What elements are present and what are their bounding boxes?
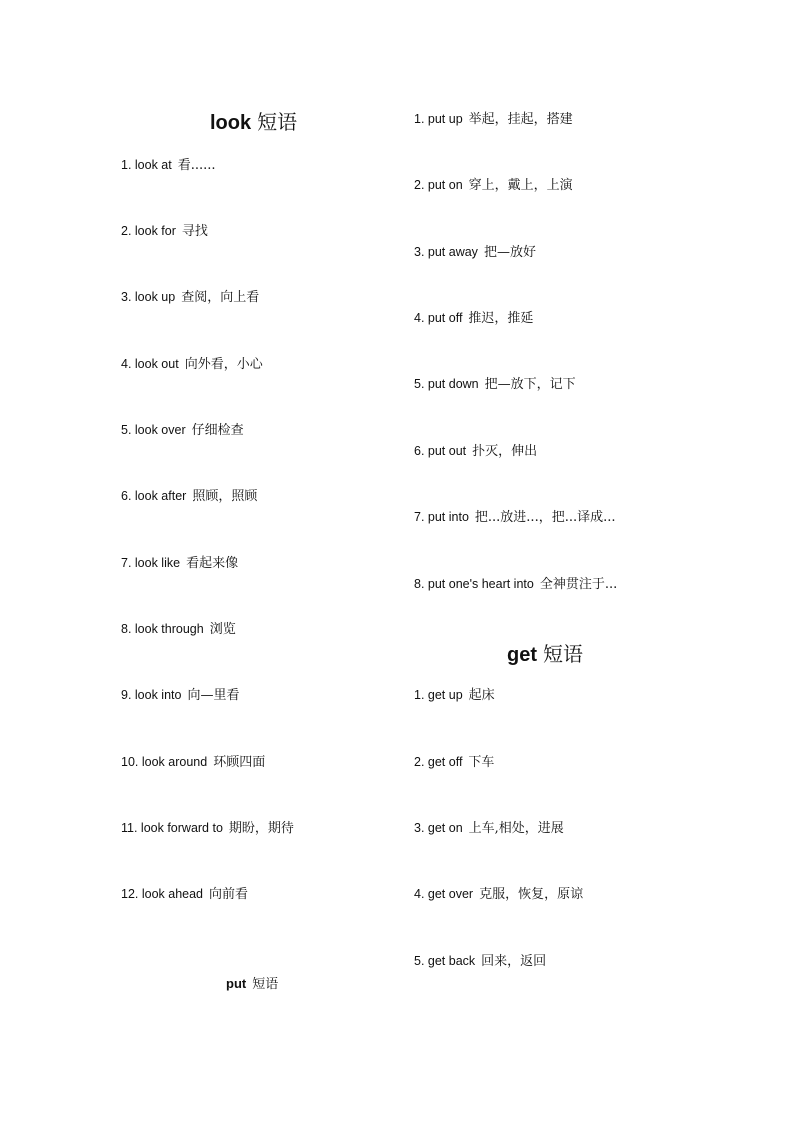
phrase-en: 12. look ahead: [121, 887, 204, 901]
phrase-en: 2. look for: [121, 224, 176, 238]
phrase-en: 5. put down: [414, 377, 479, 391]
put-item: [414, 310, 533, 327]
phrase-en: 9. look into: [121, 688, 182, 702]
phrase-en: 1. get up: [414, 688, 463, 702]
get-title-zh: 短语: [543, 642, 583, 666]
look-item: [121, 422, 244, 439]
phrase-zh: 全神贯注于...: [539, 577, 618, 592]
phrase-en: 11. look forward to: [121, 821, 223, 835]
phrase-zh: 仔细检查: [191, 423, 244, 438]
phrase-zh: 寻找: [181, 224, 208, 239]
put-title-zh: 短语: [252, 977, 279, 992]
phrase-zh: 看......: [177, 158, 216, 173]
phrase-zh: 推迟，推延: [468, 311, 534, 326]
look-item: [121, 754, 265, 771]
get-item: [414, 820, 564, 837]
phrase-en: 6. put out: [414, 444, 467, 458]
phrase-en: 8. put one's heart into: [414, 577, 534, 591]
phrase-zh: 把...放进...，把...译成...: [474, 510, 616, 525]
look-title-en: look: [210, 112, 252, 134]
phrase-zh: 起床: [468, 688, 495, 703]
put-item: [414, 376, 576, 393]
phrase-en: 8. look through: [121, 622, 204, 636]
put-item: [414, 443, 537, 460]
put-item: [414, 111, 573, 128]
look-item: [121, 555, 238, 572]
look-item: [121, 289, 259, 306]
phrase-en: 5. look over: [121, 423, 186, 437]
phrase-en: 4. look out: [121, 357, 179, 371]
put-item: [414, 576, 617, 593]
phrase-zh: 穿上，戴上，上演: [468, 178, 573, 193]
phrase-zh: 看起来像: [186, 556, 239, 571]
phrase-zh: 举起，挂起，搭建: [468, 112, 573, 127]
put-item: [414, 244, 536, 261]
look-item: [121, 820, 294, 837]
phrase-zh: 查阅，向上看: [181, 290, 260, 305]
phrase-en: 6. look after: [121, 489, 187, 503]
phrase-zh: 向外看，小心: [184, 357, 263, 372]
phrase-zh: 期盼，期待: [228, 821, 294, 836]
phrase-en: 4. get over: [414, 887, 474, 901]
phrase-en: 3. put away: [414, 245, 478, 259]
look-item: [121, 223, 208, 240]
phrase-en: 3. get on: [414, 821, 463, 835]
put-item: [414, 509, 616, 526]
put-item: [414, 177, 573, 194]
phrase-en: 2. put on: [414, 178, 463, 192]
phrase-zh: 把—放好: [483, 245, 536, 260]
phrase-zh: 向—里看: [187, 688, 240, 703]
get-item: [414, 886, 583, 903]
look-item: [121, 687, 239, 704]
phrase-zh: 上车,相处，进展: [468, 821, 564, 836]
phrase-zh: 向前看: [209, 887, 249, 902]
look-item: [121, 488, 257, 505]
look-item: [121, 356, 263, 373]
put-title-en: put: [226, 976, 247, 991]
phrase-zh: 回来，返回: [481, 954, 547, 969]
phrase-en: 2. get off: [414, 755, 463, 769]
phrase-zh: 环顾四面: [213, 755, 266, 770]
phrase-en: 4. put off: [414, 311, 463, 325]
look-item: [121, 621, 236, 638]
phrase-en: 10. look around: [121, 755, 208, 769]
phrase-en: 5. get back: [414, 954, 476, 968]
get-title-en: get: [507, 644, 537, 666]
phrase-zh: 下车: [468, 755, 495, 770]
phrase-zh: 扑灭，伸出: [472, 444, 538, 459]
phrase-en: 7. put into: [414, 510, 469, 524]
look-title-zh: 短语: [257, 110, 298, 134]
phrase-zh: 克服，恢复，原谅: [479, 887, 584, 902]
phrase-zh: 照顾，照顾: [192, 489, 258, 504]
put-section-title: [226, 973, 278, 992]
look-item: [121, 886, 248, 903]
phrase-en: 3. look up: [121, 290, 176, 304]
get-item: [414, 953, 546, 970]
get-section-title: [507, 638, 583, 667]
phrase-en: 1. look at: [121, 158, 172, 172]
get-item: [414, 754, 494, 771]
phrase-en: 1. put up: [414, 112, 463, 126]
phrase-zh: 把—放下，记下: [484, 377, 576, 392]
phrase-zh: 浏览: [209, 622, 236, 637]
get-item: [414, 687, 495, 704]
phrase-en: 7. look like: [121, 556, 181, 570]
look-item: [121, 157, 216, 174]
look-section-title: [210, 106, 297, 135]
